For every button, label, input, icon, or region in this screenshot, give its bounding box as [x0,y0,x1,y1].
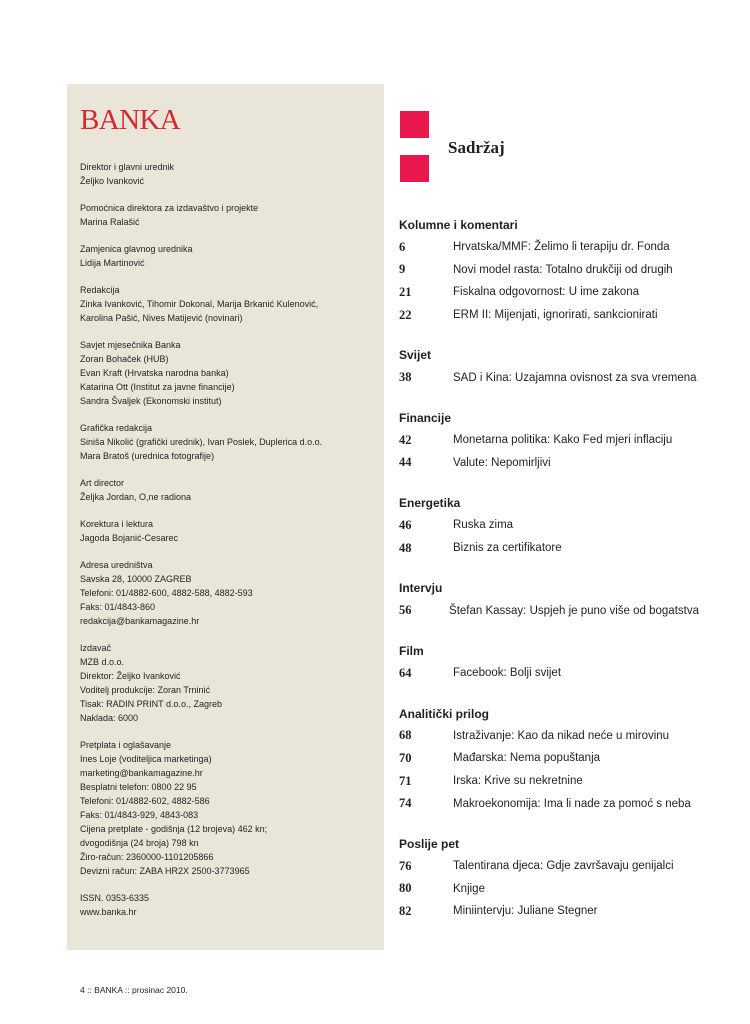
toc-section-heading: Energetika [399,496,461,511]
toc-entry [399,429,699,452]
toc-entry [399,304,699,327]
toc-entry-title: Istraživanje: Kao da nikad neće u mirovinu [453,729,670,742]
toc-entry [399,792,699,815]
toc-entry [399,855,699,878]
masthead-block [80,283,375,325]
toc-page-number: 64 [399,665,412,680]
masthead-line: Mara Bratoš (urednica fotografije) [80,451,215,461]
masthead-panel [67,84,384,950]
masthead-line: dvogodišnja (24 broja) 798 kn [80,838,199,848]
masthead-credits [80,160,375,932]
toc-section-heading: Kolumne i komentari [399,218,518,232]
toc-entry [399,878,699,901]
toc-section [399,495,699,559]
masthead-line: Karolina Pašić, Nives Matijević (novinari) [80,313,243,323]
toc-page-number: 9 [399,262,406,277]
toc-entry-title: Novi model rasta: Totalno drukčiji od drugih [453,263,673,276]
table-of-contents [399,217,699,944]
masthead-line: Lidija Martinović [80,258,145,268]
masthead-role: Savjet mjesečnika Banka [80,340,181,350]
masthead-line: Savska 28, 10000 ZAGREB [80,574,192,584]
toc-entry-title: Miniintervju: Juliane Stegner [453,905,598,918]
masthead-role: Izdavač [80,643,112,653]
masthead-block [80,476,375,504]
toc-page-number: 71 [399,773,412,788]
masthead-role: Korektura i lektura [80,519,154,529]
toc-page-number: 46 [399,517,412,532]
toc-entry-title: Makroekonomija: Ima li nade za pomoć s neba [453,797,691,810]
masthead-line: Zinka Ivanković, Tihomir Dokonal, Marija Brkanić Kulenović, [80,299,319,309]
toc-page-number: 82 [399,903,412,918]
toc-page-number: 38 [399,370,412,385]
toc-entry-title: Irska: Krive su nekretnine [453,775,583,788]
masthead-role: Direktor i glavni urednik [80,162,175,172]
masthead-line: Voditelj produkcije: Zoran Trninić [80,685,211,695]
toc-section [399,580,699,622]
toc-page-number: 76 [399,858,412,873]
toc-page-number: 56 [399,603,412,618]
masthead-role: ISSN. 0353-6335 [80,893,150,903]
masthead-block [80,421,375,463]
masthead-line: Cijena pretplate - godišnja (12 brojeva) 462 kn; [80,824,268,834]
accent-square-bottom [400,155,429,182]
masthead-line: marketing@bankamagazine.hr [80,768,203,778]
toc-entry [399,281,699,304]
toc-page-number: 22 [399,307,412,322]
masthead-block [80,558,375,628]
toc-section-heading: Svijet [399,348,432,363]
toc-section [399,410,699,474]
masthead-line: Siniša Nikolić (grafički urednik), Ivan Poslek, Duplerica d.o.o. [80,437,323,447]
toc-section [399,706,699,815]
toc-page-number: 48 [399,540,412,555]
masthead-block [80,891,375,919]
masthead-line: Devizni račun: ZABA HR2X 2500-3773965 [80,866,250,876]
masthead-line: Faks: 01/4843-929, 4843-083 [80,810,199,820]
masthead-role: Pretplata i oglašavanje [80,740,172,750]
toc-page-number: 70 [399,750,412,765]
toc-entry-title: Mađarska: Nema popuštanja [453,752,601,765]
toc-page-number: 80 [399,881,412,896]
masthead-line: Evan Kraft (Hrvatska narodna banka) [80,368,229,378]
toc-section-heading: Poslije pet [399,836,460,851]
toc-entry [399,259,699,282]
toc-entry-title: Štefan Kassay: Uspjeh je puno više od bogatstva [449,604,699,617]
toc-section [399,347,699,389]
toc-entry-title: Valute: Nepomirljivi [453,456,551,469]
masthead-line: Besplatni telefon: 0800 22 95 [80,782,197,792]
toc-entry [399,747,699,770]
toc-page-number: 74 [399,796,412,811]
toc-section-heading: Film [399,643,424,658]
masthead-block [80,338,375,408]
masthead-block [80,242,375,270]
toc-section [399,836,699,923]
masthead-line: Tisak: RADIN PRINT d.o.o., Zagreb [80,699,223,709]
toc-page-number: 21 [399,284,412,299]
page-footer: 4 :: BANKA :: prosinac 2010. [80,985,188,995]
toc-entry-title: Facebook: Bolji svijet [453,667,562,680]
masthead-line: Marina Ralašić [80,217,140,227]
masthead-line: www.banka.hr [80,907,137,917]
masthead-line: Zoran Bohaček (HUB) [80,354,169,364]
masthead-line: Ines Loje (voditeljica marketinga) [80,754,212,764]
toc-entry [399,770,699,793]
toc-entry [399,725,699,748]
toc-section-heading: Analitički prilog [399,706,490,721]
toc-section-heading: Intervju [399,581,443,596]
toc-entry [399,599,699,622]
masthead-block [80,738,375,878]
toc-page-number: 6 [399,239,406,254]
toc-entry-title: ERM II: Mijenjati, ignorirati, sankcionirati [453,309,658,322]
masthead-role: Redakcija [80,285,120,295]
toc-entry-title: Monetarna politika: Kako Fed mjeri inflaciju [453,434,673,447]
masthead-role: Grafička redakcija [80,423,153,433]
toc-page-number: 42 [399,432,412,447]
toc-section [399,643,699,685]
toc-entry-title: Biznis za certifikatore [453,542,562,555]
masthead-line: Željko Ivanković [80,176,145,186]
masthead-block [80,201,375,229]
masthead-line: Faks: 01/4843-860 [80,602,156,612]
masthead-line: Telefoni: 01/4882-602, 4882-586 [80,796,210,806]
banka-logo: BANKA [80,104,181,136]
masthead-block [80,160,375,188]
toc-entry [399,514,699,537]
masthead-role: Art director [80,478,125,488]
toc-entry [399,452,699,475]
masthead-line: Direktor: Željko Ivanković [80,671,181,681]
masthead-line: MZB d.o.o. [80,657,125,667]
toc-entry [399,900,699,923]
toc-entry-title: Ruska zima [453,519,514,532]
toc-entry [399,366,699,389]
masthead-role: Zamjenica glavnog urednika [80,244,193,254]
masthead-line: Željka Jordan, O,ne radiona [80,492,192,502]
toc-entry-title: Talentirana djeca: Gdje završavaju genijalci [453,860,674,873]
masthead-block [80,517,375,545]
toc-entry [399,537,699,560]
toc-entry-title: Fiskalna odgovornost: U ime zakona [453,286,640,299]
toc-entry-title: SAD i Kina: Uzajamna ovisnost za sva vremena [453,371,697,384]
toc-entry-title: Hrvatska/MMF: Želimo li terapiju dr. Fonda [453,241,670,254]
toc-page-number: 44 [399,455,412,470]
accent-square-top [400,111,429,138]
toc-page-number: 68 [399,728,412,743]
masthead-line: Naklada: 6000 [80,713,139,723]
masthead-block [80,641,375,725]
masthead-line: redakcija@bankamagazine.hr [80,616,200,626]
toc-section-heading: Financije [399,410,452,425]
masthead-role: Adresa uredništva [80,560,153,570]
masthead-line: Telefoni: 01/4882-600, 4882-588, 4882-593 [80,588,253,598]
masthead-role: Pomoćnica direktora za izdavaštvo i projekte [80,203,259,213]
toc-entry [399,662,699,685]
toc-entry [399,236,699,259]
masthead-line: Sandra Švaljek (Ekonomski institut) [80,396,222,406]
toc-title: Sadržaj [448,138,505,157]
masthead-line: Katarina Ott (Institut za javne financije) [80,382,235,392]
toc-entry-title: Knjige [453,882,485,895]
masthead-line: Žiro-račun: 2360000-1101205866 [80,852,214,862]
masthead-line: Jagoda Bojanić-Cesarec [80,533,179,543]
toc-section [399,217,699,326]
